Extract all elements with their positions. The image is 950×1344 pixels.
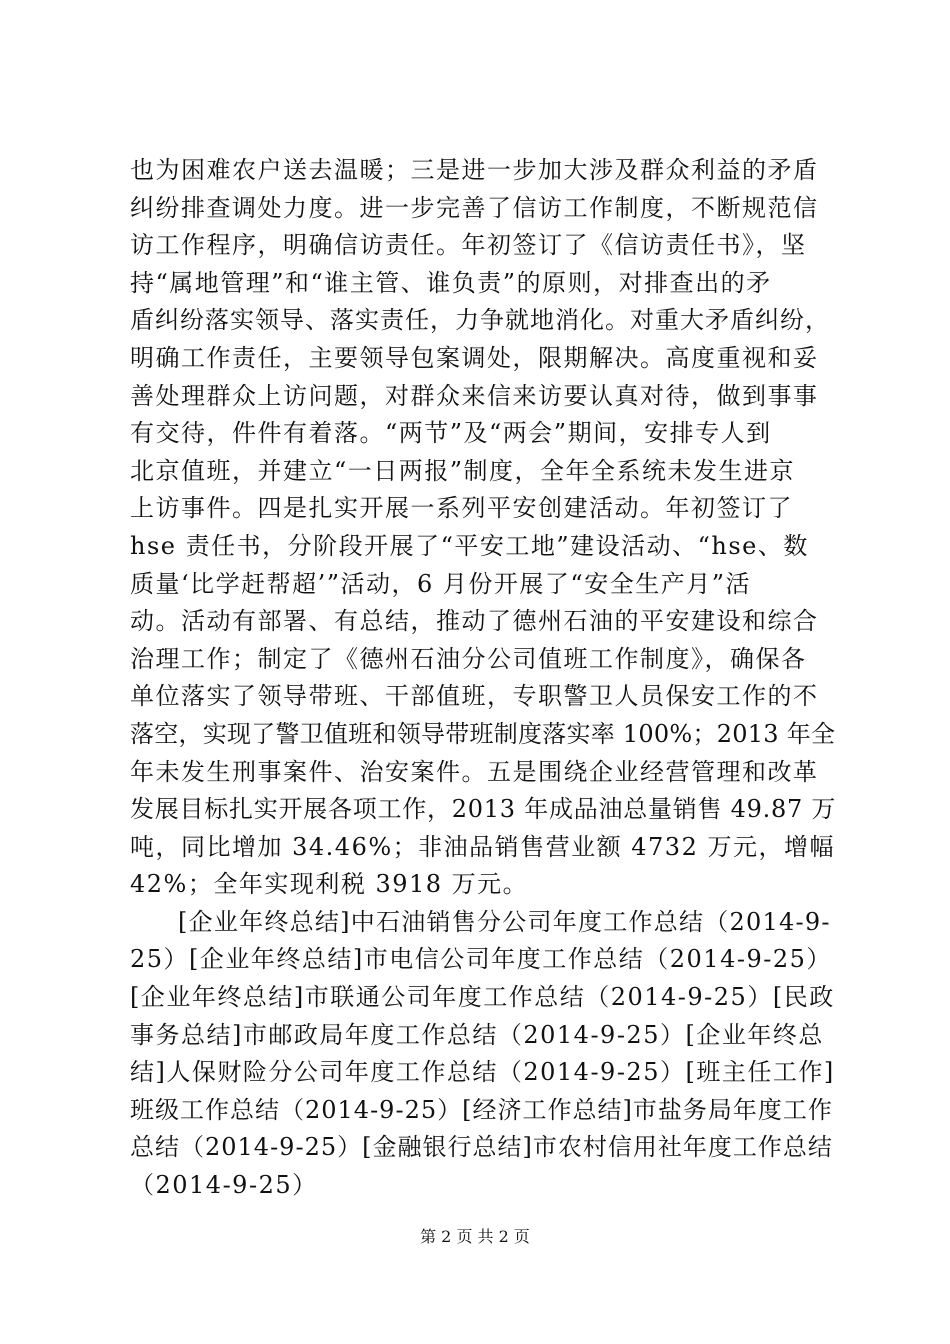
text-line: 年未发生刑事案件、治安案件。五是围绕企业经营管理和改革 bbox=[130, 757, 819, 786]
paragraph-work-summary bbox=[130, 152, 837, 904]
text-line: 吨，同比增加 34.46%；非油品销售营业额 4732 万元，增幅 bbox=[130, 832, 835, 861]
text-line: 事务总结]市邮政局年度工作总结（2014-9-25）[企业年终总 bbox=[130, 1020, 824, 1049]
text-line: 单位落实了领导带班、干部值班，专职警卫人员保安工作的不 bbox=[130, 682, 819, 711]
text-line: 盾纠纷落实领导、落实责任，力争就地消化。对重大矛盾纠纷， bbox=[130, 306, 830, 335]
text-line: 结]人保财险分公司年度工作总结（2014-9-25）[班主任工作] bbox=[130, 1058, 835, 1087]
paragraph-related-links bbox=[130, 904, 835, 1205]
text-line: 有交待，件件有着落。“两节”及“两会”期间，安排专人到 bbox=[130, 419, 772, 448]
text-line: （2014-9-25） bbox=[130, 1171, 318, 1200]
text-line: 纠纷排查调处力度。进一步完善了信访工作制度，不断规范信 bbox=[130, 193, 819, 222]
text-line: 也为困难农户送去温暖；三是进一步加大涉及群众利益的矛盾 bbox=[130, 156, 819, 184]
text-line: 质量‘比学赶帮超’”活动，6 月份开展了“安全生产月”活 bbox=[130, 569, 751, 598]
text-line: [企业年终总结]中石油销售分公司年度工作总结（2014-9- bbox=[178, 907, 831, 936]
page-number-footer: 第 2 页 共 2 页 bbox=[420, 1227, 530, 1246]
text-line: 总结（2014-9-25）[金融银行总结]市农村信用社年度工作总结 bbox=[130, 1133, 833, 1162]
text-line: 访工作程序，明确信访责任。年初签订了《信访责任书》，坚 bbox=[130, 231, 807, 260]
text-line: 善处理群众上访问题，对群众来信来访要认真对待，做到事事 bbox=[130, 381, 819, 410]
text-line: 落空，实现了警卫值班和领导带班制度落实率 100%；2013 年全 bbox=[130, 719, 836, 748]
text-line: 持“属地管理”和“谁主管、谁负责”的原则，对排查出的矛 bbox=[130, 268, 772, 297]
text-line: 动。活动有部署、有总结，推动了德州石油的平安建设和综合 bbox=[130, 607, 819, 636]
text-line: 42%；全年实现利税 3918 万元。 bbox=[130, 870, 529, 899]
text-line: 25）[企业年终总结]市电信公司年度工作总结（2014-9-25） bbox=[130, 945, 832, 974]
text-line: 班级工作总结（2014-9-25）[经济工作总结]市盐务局年度工作 bbox=[130, 1095, 833, 1124]
document-body bbox=[130, 152, 837, 1205]
text-line: [企业年终总结]市联通公司年度工作总结（2014-9-25）[民政 bbox=[130, 983, 835, 1012]
text-line: 明确工作责任，主要领导包案调处，限期解决。高度重视和妥 bbox=[130, 343, 819, 372]
text-line: hse 责任书，分阶段开展了“平安工地”建设活动、“hse、数 bbox=[130, 531, 809, 560]
text-line: 发展目标扎实开展各项工作，2013 年成品油总量销售 49.87 万 bbox=[130, 795, 837, 824]
text-line: 北京值班，并建立“一日两报”制度，全年全系统未发生进京 bbox=[130, 456, 796, 485]
text-line: 治理工作；制定了《德州石油分公司值班工作制度》，确保各 bbox=[130, 644, 807, 673]
text-line: 上访事件。四是扎实开展一系列平安创建活动。年初签订了 bbox=[130, 494, 793, 523]
